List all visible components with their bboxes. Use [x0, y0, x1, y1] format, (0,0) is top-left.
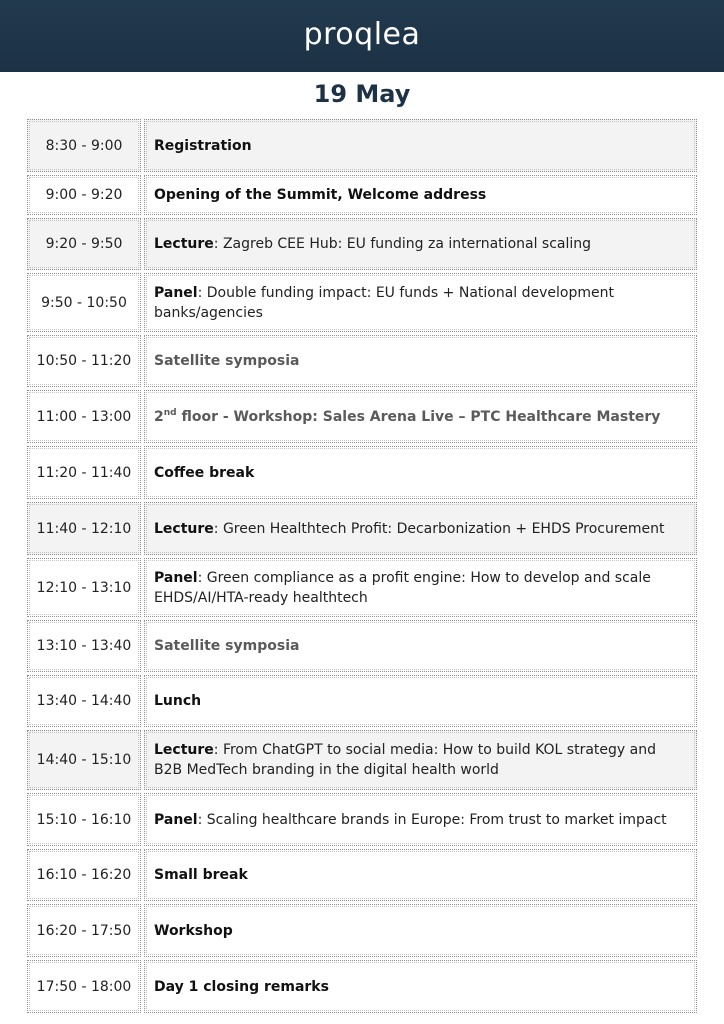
- session-type: Panel: [154, 569, 198, 586]
- session-title: Satellite symposia: [154, 638, 300, 654]
- session-description: [144, 730, 697, 790]
- session-title: Coffee break: [154, 464, 255, 481]
- table-row: [27, 390, 697, 443]
- session-title: floor - Workshop: Sales Arena Live – PTC Healthcare Mastery: [176, 408, 661, 425]
- session-description: [144, 620, 697, 672]
- table-row: [27, 960, 697, 1013]
- time-slot: 15:10 - 16:10: [27, 793, 141, 846]
- time-slot: 10:50 - 11:20: [27, 335, 141, 387]
- session-description: [144, 849, 697, 901]
- session-description: [144, 390, 697, 443]
- session-description: [144, 218, 697, 270]
- session-title: Opening of the Summit, Welcome address: [154, 187, 487, 203]
- session-description: [144, 119, 697, 172]
- session-type: Panel: [154, 284, 198, 301]
- time-slot: 11:40 - 12:10: [27, 502, 141, 555]
- time-slot: 16:10 - 16:20: [27, 849, 141, 901]
- session-description: [144, 904, 697, 957]
- session-description: [144, 335, 697, 387]
- session-description: [144, 675, 697, 727]
- table-row: [27, 119, 697, 172]
- time-slot: 9:20 - 9:50: [27, 218, 141, 270]
- time-slot: 9:00 - 9:20: [27, 175, 141, 215]
- table-row: [27, 849, 697, 901]
- session-topic: : Scaling healthcare brands in Europe: From trust to market impact: [197, 811, 667, 828]
- time-slot: 13:40 - 14:40: [27, 675, 141, 727]
- time-slot: 14:40 - 15:10: [27, 730, 141, 790]
- time-slot: 16:20 - 17:50: [27, 904, 141, 957]
- session-description: [144, 558, 697, 617]
- session-description: [144, 175, 697, 215]
- floor-number: 2: [154, 408, 164, 425]
- ordinal-suffix: nd: [163, 407, 177, 418]
- session-type: Lecture: [154, 742, 214, 758]
- time-slot: 12:10 - 13:10: [27, 558, 141, 617]
- session-title: Registration: [154, 137, 252, 154]
- brand-logo: proqlea: [303, 16, 421, 52]
- session-type: Lecture: [154, 236, 214, 252]
- table-row: [27, 558, 697, 617]
- session-topic: : Green compliance as a profit engine: How to develop and scale EHDS/AI/HTA-ready healthtech: [154, 569, 651, 606]
- session-topic: : Zagreb CEE Hub: EU funding za international scaling: [213, 236, 592, 252]
- table-row: [27, 218, 697, 270]
- table-row: [27, 335, 697, 387]
- schedule-table: [27, 119, 697, 1016]
- table-row: [27, 675, 697, 727]
- session-description: [144, 793, 697, 846]
- table-row: [27, 620, 697, 672]
- table-row: [27, 502, 697, 555]
- table-row: [27, 273, 697, 332]
- table-row: [27, 446, 697, 499]
- session-topic: : Double funding impact: EU funds + National development banks/agencies: [154, 284, 614, 321]
- session-topic: : Green Healthtech Profit: Decarbonization + EHDS Procurement: [213, 520, 665, 537]
- time-slot: 9:50 - 10:50: [27, 273, 141, 332]
- time-slot: 13:10 - 13:40: [27, 620, 141, 672]
- session-type: Lecture: [154, 520, 214, 537]
- time-slot: 11:20 - 11:40: [27, 446, 141, 499]
- session-title: Small break: [154, 867, 248, 883]
- session-description: [144, 960, 697, 1013]
- table-row: [27, 730, 697, 790]
- time-slot: 8:30 - 9:00: [27, 119, 141, 172]
- session-title: Satellite symposia: [154, 353, 300, 369]
- session-description: [144, 273, 697, 332]
- day-title: 19 May: [313, 80, 411, 108]
- table-row: [27, 904, 697, 957]
- table-row: [27, 793, 697, 846]
- session-description: [144, 446, 697, 499]
- session-title: Day 1 closing remarks: [154, 978, 329, 995]
- session-title: Lunch: [154, 693, 202, 709]
- session-description: [144, 502, 697, 555]
- table-row: [27, 175, 697, 215]
- time-slot: 11:00 - 13:00: [27, 390, 141, 443]
- time-slot: 17:50 - 18:00: [27, 960, 141, 1013]
- session-title: Workshop: [154, 922, 233, 939]
- session-topic: : From ChatGPT to social media: How to build KOL strategy and B2B MedTech branding in the digital health world: [154, 742, 656, 778]
- header-bar: [0, 0, 724, 72]
- session-type: Panel: [154, 811, 198, 828]
